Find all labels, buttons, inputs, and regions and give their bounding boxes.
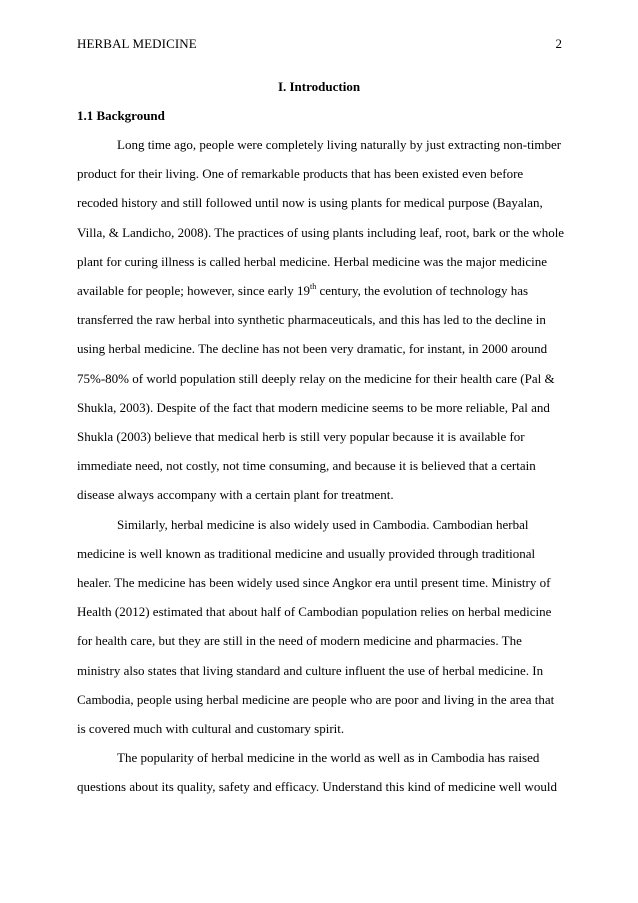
body-line: is covered much with cultural and customary spirit. bbox=[77, 721, 345, 736]
line-text: available for people; however, since early 19 bbox=[77, 283, 311, 298]
body-line: medicine is well known as traditional medicine and usually provided through traditional bbox=[77, 545, 536, 561]
section-title-text: I. Introduction bbox=[277, 79, 361, 94]
running-head: HERBAL MEDICINE bbox=[77, 36, 197, 51]
body-line: using herbal medicine. The decline has not been very dramatic, for instant, in 2000 around bbox=[77, 341, 548, 357]
body-line: Villa, & Landicho, 2008). The practices of using plants including leaf, root, bark or the whole bbox=[77, 224, 565, 240]
body-line bbox=[77, 283, 528, 299]
body-line: immediate need, not costly, not time consuming, and because it is believed that a certain bbox=[77, 458, 536, 474]
body-line: Long time ago, people were completely living naturally by just extracting non-timber bbox=[117, 137, 562, 152]
body-line: recoded history and still followed until now is using plants for medical purpose (Bayalan, bbox=[77, 195, 543, 211]
body-line: transferred the raw herbal into synthetic pharmaceuticals, and this has led to the decline in bbox=[77, 312, 546, 328]
body-line: Cambodia, people using herbal medicine are people who are poor and living in the area that bbox=[77, 691, 555, 707]
body-line: disease always accompany with a certain plant for treatment. bbox=[77, 487, 394, 503]
section-title bbox=[0, 79, 638, 95]
body-line: questions about its quality, safety and efficacy. Understand this kind of medicine well would bbox=[77, 779, 558, 795]
body-line: healer. The medicine has been widely used since Angkor era until present time. Ministry of bbox=[77, 575, 551, 590]
body-line: Similarly, herbal medicine is also widely used in Cambodia. Cambodian herbal bbox=[117, 516, 529, 532]
body-line: Shukla, 2003). Despite of the fact that modern medicine seems to be more reliable, Pal and bbox=[77, 399, 550, 415]
body-line: plant for curing illness is called herbal medicine. Herbal medicine was the major medicine bbox=[77, 253, 547, 269]
body-line: The popularity of herbal medicine in the world as well as in Cambodia has raised bbox=[117, 750, 540, 766]
body-line: product for their living. One of remarkable products that has been existed even before bbox=[77, 166, 524, 182]
subsection-title: 1.1 Background bbox=[77, 108, 165, 123]
line-text: century, the evolution of technology has bbox=[316, 283, 529, 298]
page-number: 2 bbox=[555, 36, 562, 51]
body-line: ministry also states that living standard and culture influent the use of herbal medicine. In bbox=[77, 662, 544, 678]
ordinal-superscript: th bbox=[310, 281, 317, 291]
body-line: for health care, but they are still in the need of modern medicine and pharmacies. The bbox=[77, 633, 522, 649]
body-line: 75%-80% of world population still deeply relay on the medicine for their health care (Pal & bbox=[77, 370, 555, 386]
body-line: Health (2012) estimated that about half of Cambodian population relies on herbal medicine bbox=[77, 604, 552, 620]
body-line: Shukla (2003) believe that medical herb is still very popular because it is available for bbox=[77, 429, 525, 444]
